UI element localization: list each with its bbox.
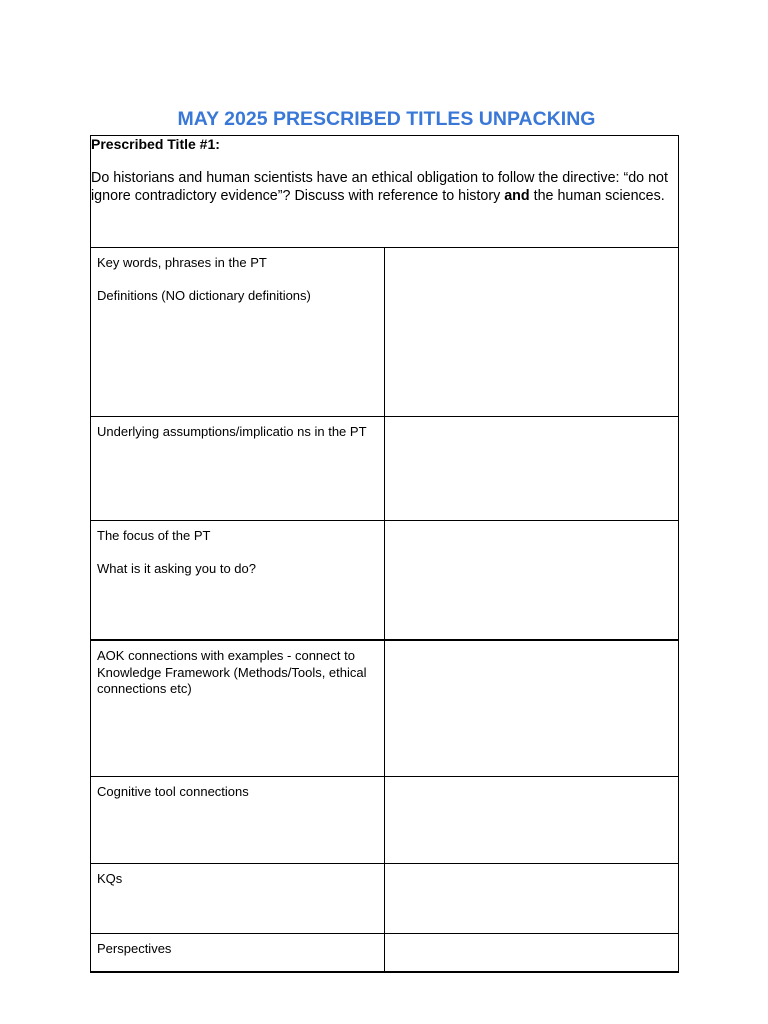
- prescribed-title-row: [91, 136, 679, 248]
- table-row-focus: [91, 521, 679, 641]
- answer-cell-cognitive-tool[interactable]: [385, 777, 679, 864]
- answer-cell-perspectives[interactable]: [385, 934, 679, 973]
- row-label-text: Perspectives: [97, 941, 172, 956]
- row-label-perspectives: [91, 934, 385, 973]
- answer-cell-aok-connections[interactable]: [385, 640, 679, 777]
- prescribed-title-text-part2: the human sciences.: [529, 188, 665, 204]
- table-row-cognitive-tool: [91, 777, 679, 864]
- answer-cell-assumptions[interactable]: [385, 417, 679, 521]
- table-row-kqs: [91, 864, 679, 934]
- prescribed-title-cell: [91, 136, 679, 248]
- row-label-cognitive-tool: [91, 777, 385, 864]
- prescribed-title-text: [91, 169, 678, 205]
- row-label-focus: [91, 521, 385, 641]
- answer-cell-key-words[interactable]: [385, 248, 679, 417]
- row-label-text: AOK connections with examples - connect to Knowledge Framework (Methods/Tools, ethical connections etc): [97, 648, 367, 696]
- row-label-key-words: [91, 248, 385, 417]
- prescribed-title-text-part1: Do historians and human scientists have an ethical obligation to follow the directive: “do not ignore contradictory evidence”? Discuss with reference to history: [91, 170, 668, 204]
- row-label-text: Cognitive tool connections: [97, 784, 249, 799]
- row-label-subtext: Definitions (NO dictionary definitions): [97, 288, 311, 303]
- table-row-key-words: [91, 248, 679, 417]
- row-label-text: KQs: [97, 871, 123, 886]
- prescribed-title-bold-word: and: [504, 188, 530, 204]
- row-label-assumptions: [91, 417, 385, 521]
- prescribed-title-heading: Prescribed Title #1:: [91, 136, 220, 152]
- table-row-perspectives: [91, 934, 679, 973]
- answer-cell-focus[interactable]: [385, 521, 679, 641]
- table-row-assumptions: [91, 417, 679, 521]
- table-row-aok-connections: [91, 640, 679, 777]
- row-label-kqs: [91, 864, 385, 934]
- row-label-aok-connections: [91, 640, 385, 777]
- answer-cell-kqs[interactable]: [385, 864, 679, 934]
- row-label-subtext: What is it asking you to do?: [97, 561, 256, 576]
- unpacking-table: [90, 135, 679, 973]
- document-title: MAY 2025 PRESCRIBED TITLES UNPACKING: [177, 108, 596, 130]
- row-label-text: Key words, phrases in the PT: [97, 255, 267, 270]
- row-label-text: The focus of the PT: [97, 528, 211, 543]
- row-label-text: Underlying assumptions/implicatio ns in the PT: [97, 424, 367, 439]
